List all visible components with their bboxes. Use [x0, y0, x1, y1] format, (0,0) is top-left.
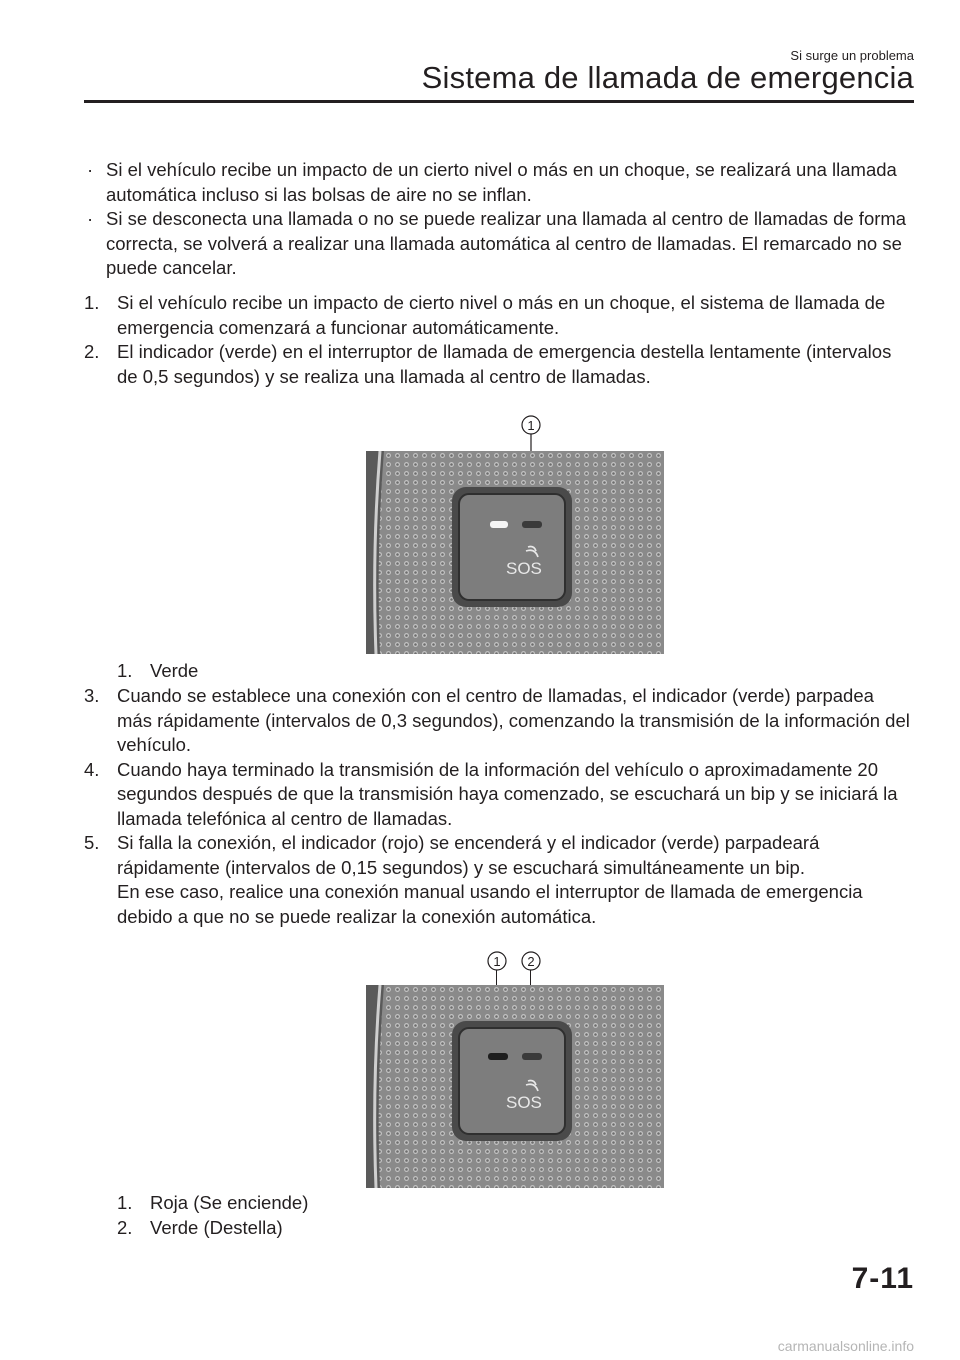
callout-number: 1 — [493, 954, 501, 969]
step-number: 5. — [84, 832, 100, 853]
page-number: 7-11 — [851, 1262, 914, 1295]
section-label: Si surge un problema — [790, 48, 914, 63]
step-text: El indicador (verde) en el interruptor de llamada de emergencia destella lentamente (intervalos de 0,5 segundos) y se realiza una llamada al centro de llamadas. — [117, 341, 892, 387]
notes-list — [84, 158, 914, 281]
legend-number: 1. — [117, 660, 133, 681]
step-text: Cuando haya terminado la transmisión de la información del vehículo o aproximadamente 20 segundos después de que la transmisión haya comenzado, se escuchará un bip y se iniciará la llamada telefónica al centro de llamadas. — [117, 758, 898, 829]
legend-text: Roja (Se enciende) — [150, 1192, 309, 1213]
step-item — [84, 758, 914, 832]
step-text: Si falla la conexión, el indicador (rojo) se encenderá y el indicador (verde) parpadeará rápidamente (intervalos de 0,15 segundos) y se escuchará simultáneamente un bip. — [117, 832, 820, 878]
step-number: 2. — [84, 341, 100, 362]
sos-label: SOS — [506, 1093, 542, 1112]
note-item — [84, 158, 914, 207]
step-number: 4. — [84, 758, 100, 780]
legend-text: Verde — [150, 660, 199, 681]
legend-text: Verde (Destella) — [150, 1216, 283, 1238]
sos-switch-figure-1 — [366, 451, 664, 654]
step-item — [84, 684, 914, 758]
step-text: Si el vehículo recibe un impacto de cierto nivel o más en un choque, el sistema de llamada de emergencia comenzará a funcionar automáticamente. — [117, 292, 886, 338]
legend-number: 1. — [117, 1192, 133, 1213]
header-rule — [84, 100, 914, 103]
step-number: 3. — [84, 685, 100, 706]
figure-2-legend — [117, 1191, 308, 1240]
step-number: 1. — [84, 292, 100, 313]
sos-label: SOS — [506, 559, 542, 578]
note-text: Si el vehículo recibe un impacto de un cierto nivel o más en un choque, se realizará una llamada automática incluso si las bolsas de aire no se inflan. — [106, 159, 897, 205]
step-extra-text: En ese caso, realice una conexión manual usando el interruptor de llamada de emergencia debido a que no se puede realizar la conexión automática. — [117, 881, 863, 927]
step-item — [84, 291, 914, 340]
callout-number: 2 — [527, 954, 535, 969]
bullet-dot: · — [87, 208, 94, 229]
page-title: Sistema de llamada de emergencia — [421, 60, 914, 95]
steps-list-a — [84, 291, 914, 389]
note-text: Si se desconecta una llamada o no se puede realizar una llamada al centro de llamadas de forma correcta, se volverá a realizar una llamada automática al centro de llamadas. El remarcado no se puede cancelar. — [106, 208, 907, 278]
legend-item — [117, 659, 198, 684]
figure-1-legend — [117, 659, 198, 684]
sos-switch-figure-2 — [366, 985, 664, 1188]
steps-list-b — [84, 684, 914, 929]
bullet-dot: · — [87, 159, 94, 180]
legend-item — [117, 1216, 308, 1241]
legend-item — [117, 1191, 308, 1216]
step-item — [84, 340, 914, 389]
step-item — [84, 831, 914, 929]
legend-number: 2. — [117, 1216, 133, 1238]
step-text: Cuando se establece una conexión con el centro de llamadas, el indicador (verde) parpadea más rápidamente (intervalos de 0,3 segundos), comenzando la transmisión de la información del vehículo. — [117, 685, 910, 755]
callout-number: 1 — [527, 418, 535, 433]
note-item — [84, 207, 914, 281]
watermark: carmanualsonline.info — [777, 1338, 914, 1354]
